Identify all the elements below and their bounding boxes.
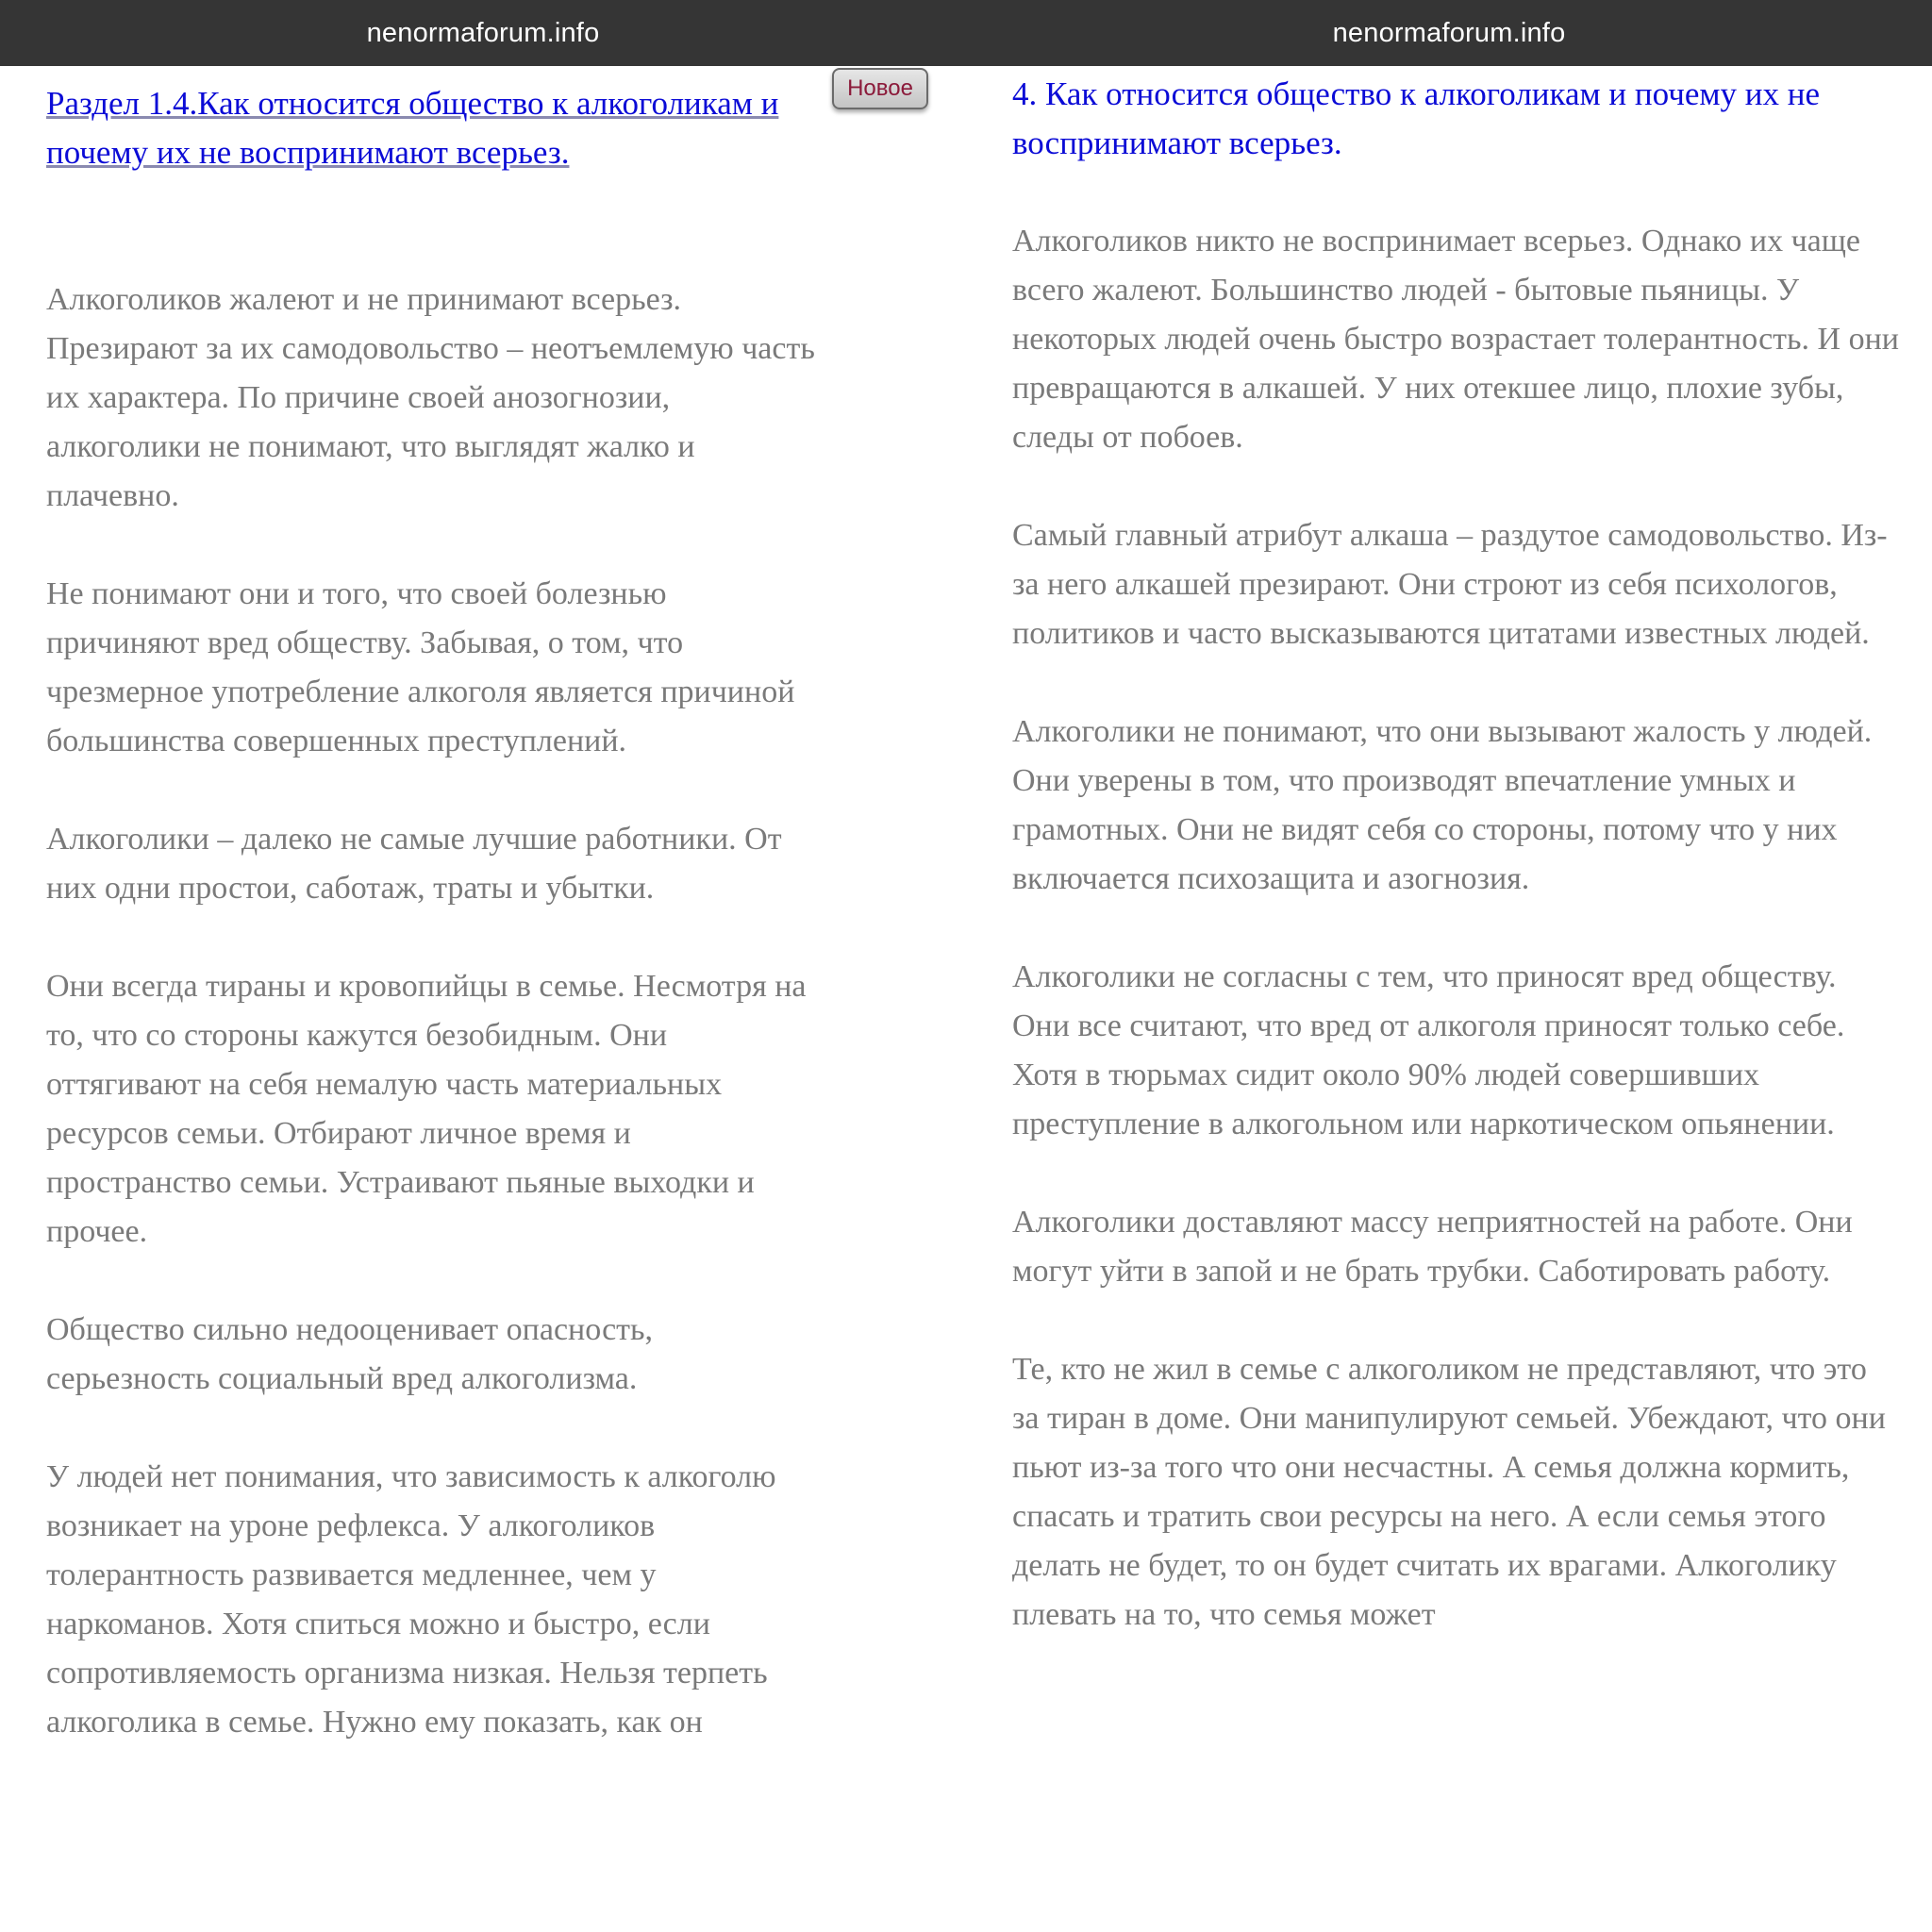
right-browser-pane — [966, 0, 1932, 1932]
url-text[interactable]: nenormaforum.info — [1332, 17, 1566, 48]
paragraph: Общество сильно недооценивает опасность, серьезность социальный вред алкоголизма. — [46, 1312, 654, 1396]
article-content — [1012, 70, 1899, 1689]
paragraph: Не понимают они и того, что своей болезнью причиняют вред обществу. Забывая, о том, что чрезмерное употребление алкоголя является причиной большинства совершенных преступлений. — [46, 576, 795, 758]
paragraph: Алкоголики доставляют массу неприятностей на работе. Они могут уйти в запой и не брать трубки. Саботировать работу. — [1012, 1205, 1853, 1289]
paragraph: Алкоголиков никто не воспринимает всерьез. Однако их чаще всего жалеют. Большинство людей - бытовые пьяницы. У некоторых людей очень быстро возрастает толерантность. И они превращаются в алкашей. У них отекшее лицо, плохие зубы, следы от побоев. — [1012, 224, 1899, 455]
paragraph: Они всегда тираны и кровопийцы в семье. Несмотря на то, что со стороны кажутся безобидным. Они оттягивают на себя немалую часть материальных ресурсов семьи. Отбирают личное время и пространство семьи. Устраивают пьяные выходки и прочее. — [46, 969, 807, 1249]
url-bar[interactable] — [0, 0, 966, 66]
paragraph: Те, кто не жил в семье с алкоголиком не представляют, что это за тиран в доме. Они манипулируют семьей. Убеждают, что они пьют из-за того что они несчастны. А семья должна кормить, спасать и тратить свои ресурсы на него. А если семья этого делать не будет, то он будет считать их врагами. Алкоголику плевать на то, что семья может — [1012, 1352, 1886, 1632]
section-heading: 4. Как относится общество к алкоголикам и почему их не воспринимают всерьез. — [1012, 75, 1821, 161]
paragraph: Алкоголиков жалеют и не принимают всерьез. Презирают за их самодовольство – неотъемлемую часть их характера. По причине своей анозогнозии, алкоголики не понимают, что выглядят жалко и плачевно. — [46, 282, 815, 513]
paragraph: У людей нет понимания, что зависимость к алкоголю возникает на уроне рефлекса. У алкоголиков толерантность развивается медленнее, чем у наркоманов. Хотя спиться можно и быстро, если сопротивляемость организма низкая. Нельзя терпеть алкоголика в семье. Нужно ему показать, как он — [46, 1459, 776, 1740]
url-text[interactable]: nenormaforum.info — [366, 17, 600, 48]
article-content — [46, 79, 820, 1796]
paragraph: Алкоголики не согласны с тем, что приносят вред обществу. Они все считают, что вред от алкоголя приносят только себе. Хотя в тюрьмах сидит около 90% людей совершивших преступление в алкогольном или наркотическом опьянении. — [1012, 959, 1845, 1141]
url-bar[interactable] — [966, 0, 1932, 66]
paragraph: Алкоголики – далеко не самые лучшие работники. От них одни простои, саботаж, траты и убытки. — [46, 822, 782, 906]
section-heading-link[interactable]: Раздел 1.4.Как относится общество к алкоголикам и почему их не воспринимают всерьез. — [46, 85, 779, 171]
new-posts-button[interactable]: Новое — [832, 68, 928, 109]
paragraph: Самый главный атрибут алкаша – раздутое самодовольство. Из-за него алкашей презирают. Они строют из себя психологов, политиков и часто высказываются цитатами известных людей. — [1012, 518, 1888, 651]
paragraph: Алкоголики не понимают, что они вызывают жалость у людей. Они уверены в том, что производят впечатление умных и грамотных. Они не видят себя со стороны, потому что у них включается психозащита и азогнозия. — [1012, 714, 1873, 896]
